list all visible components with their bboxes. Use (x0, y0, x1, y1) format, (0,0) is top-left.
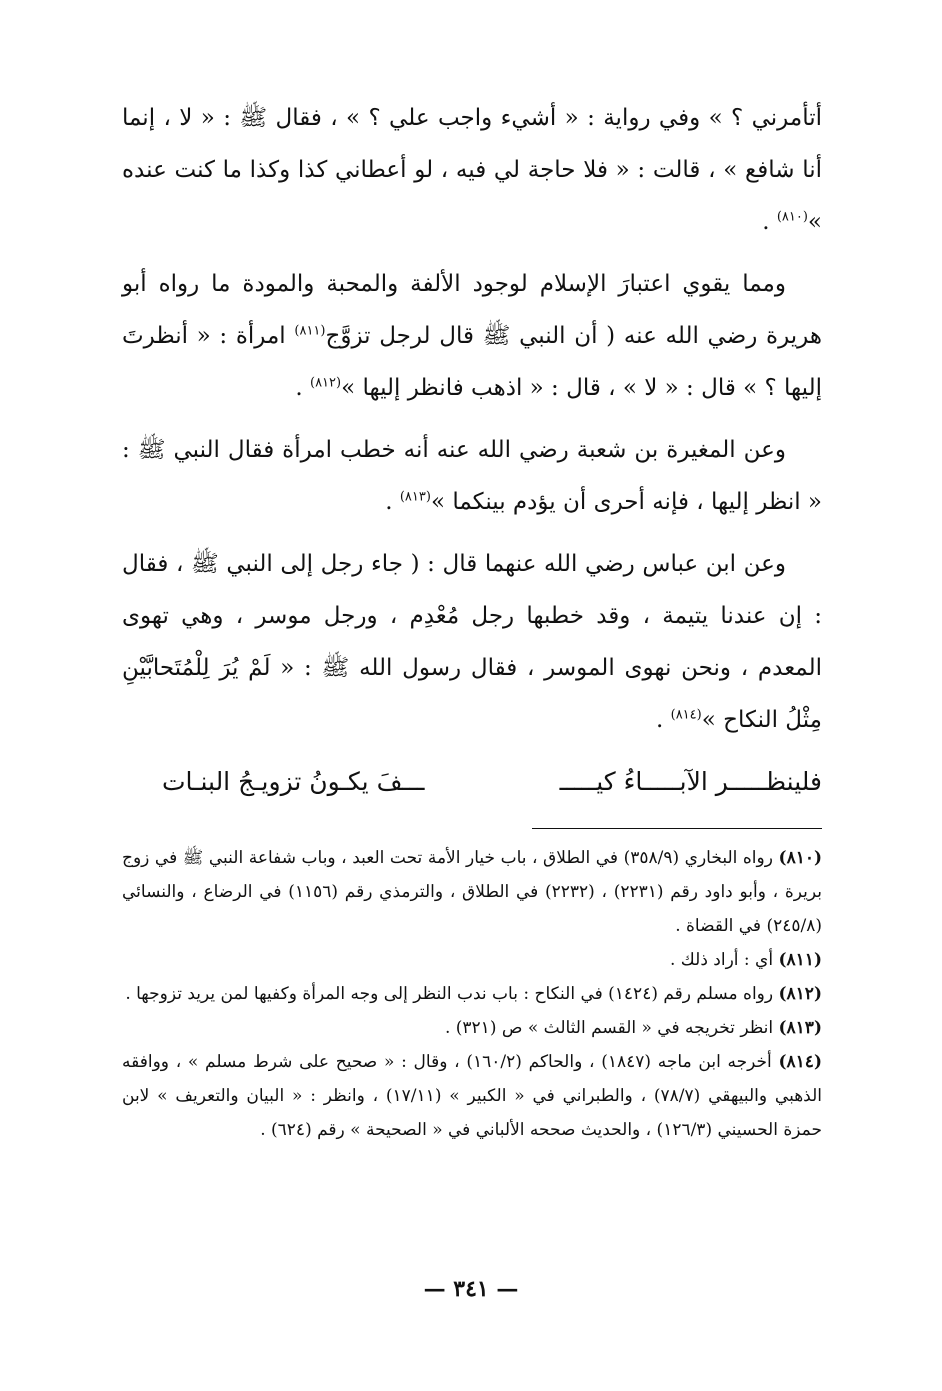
footnote-number: (٨١٢) (778, 984, 822, 1004)
footnote-text: انظر تخريجه في « القسم الثالث » ص (٣٢١) . (444, 1018, 774, 1038)
paragraph-1-end: . (762, 209, 777, 235)
footnote-ref-810[interactable]: (٨١٠) (776, 209, 808, 225)
paragraph-4-end: . (655, 707, 671, 733)
footnote-ref-814[interactable]: (٨١٤) (670, 707, 702, 723)
page-number: — ٣٤١ — (423, 1276, 519, 1302)
poem-right-hemistich: فلينظـــــر الآبـــــاءُ كيـــــ (559, 767, 822, 796)
footnote-text: رواه مسلم رقم (١٤٢٤) في النكاح : باب ندب النظر إلى وجه المرأة وكفيها لمن يريد تزوجها . (125, 984, 774, 1004)
footnote-ref-812[interactable]: (٨١٢) (309, 375, 342, 391)
footnote-number: (٨١١) (778, 950, 822, 970)
paragraph-2-text: ومما يقوي اعتبارَ الإسلام لوجود الألفة والمحبة والمودة ما رواه أبو هريرة رضي الله عنه ( أن النبي ﷺ قال لرجل تزوَّج (122, 271, 822, 349)
footnote-813 (122, 1011, 822, 1045)
footnote-number: (٨١٠) (778, 848, 823, 868)
paragraph-2-end: . (295, 375, 310, 401)
footnotes (122, 841, 822, 1147)
footnote-810 (122, 841, 822, 943)
footnote-814 (122, 1045, 822, 1147)
poem-left-hemistich: ـــفَ يكـونُ تزويـجُ البنـات (162, 767, 425, 796)
paragraph-4 (122, 538, 822, 746)
footnote-separator (532, 828, 822, 829)
paragraph-3-text: وعن المغيرة بن شعبة رضي الله عنه أنه خطب امرأة فقال النبي ﷺ : « انظر إليها ، فإنه أحرى أن يؤدم بينكما » (122, 437, 822, 515)
footnote-text: رواه البخاري (٣٥٨/٩) في الطلاق ، باب خيار الأمة تحت العبد ، وباب شفاعة النبي ﷺ في زوج بريرة ، وأبو داود رقم (٢٢٣١) ، (٢٢٣٢) في الطلاق ، والترمذي رقم (١١٥٦) في الرضاع ، والنسائي (٢٤٥/٨) في القضاة . (122, 848, 822, 936)
paragraph-1-text: أتأمرني ؟ » وفي رواية : « أشيء واجب علي ؟ » ، فقال ﷺ : « لا ، إنما أنا شافع » ، قالت : « فلا حاجة لي فيه ، لو أعطاني كذا وكذا ما كنت عنده » (122, 105, 822, 235)
footnote-811 (122, 943, 822, 977)
paragraph-4-text: وعن ابن عباس رضي الله عنهما قال : ( جاء رجل إلى النبي ﷺ ، فقال : إن عندنا يتيمة ، وقد خطبها رجل مُعْدِم ، ورجل موسر ، وهي تهوى المعدم ، ونحن نهوى الموسر ، فقال رسول الله ﷺ : « لَمْ يُرَ لِلْمُتَحابَّيْنِ مِثْلُ النكاح » (122, 551, 822, 733)
paragraph-2-text-b: امرأة : « أنظرتَ إليها ؟ » قال : « لا » ، قال : « اذهب فانظر إليها » (122, 323, 822, 401)
footnote-ref-813[interactable]: (٨١٣) (399, 489, 431, 505)
footnote-text: أي : أراد ذلك . (670, 950, 774, 970)
footnote-number: (٨١٤) (778, 1052, 822, 1072)
paragraph-1 (122, 92, 822, 248)
footnote-text: أخرجه ابن ماجه (١٨٤٧) ، والحاكم (١٦٠/٢) ، وقال : « صحيح على شرط مسلم » ، ووافقه الذهبي والبيهقي (٧٨/٧) ، والطبراني في « الكبير » (١٧/١١) ، وانظر : « البيان والتعريف » لابن حمزة الحسيني (١٢٦/٣) ، والحديث صححه الألباني في « الصحيحة » رقم (٦٢٤) . (122, 1052, 822, 1140)
footnote-812 (122, 977, 822, 1011)
page-body (122, 92, 822, 1147)
footnote-number: (٨١٣) (778, 1018, 822, 1038)
footnote-ref-811[interactable]: (٨١١) (294, 323, 326, 339)
poem-verse (122, 756, 822, 808)
paragraph-3 (122, 424, 822, 528)
paragraph-3-end: . (385, 489, 400, 515)
paragraph-2 (122, 258, 822, 414)
